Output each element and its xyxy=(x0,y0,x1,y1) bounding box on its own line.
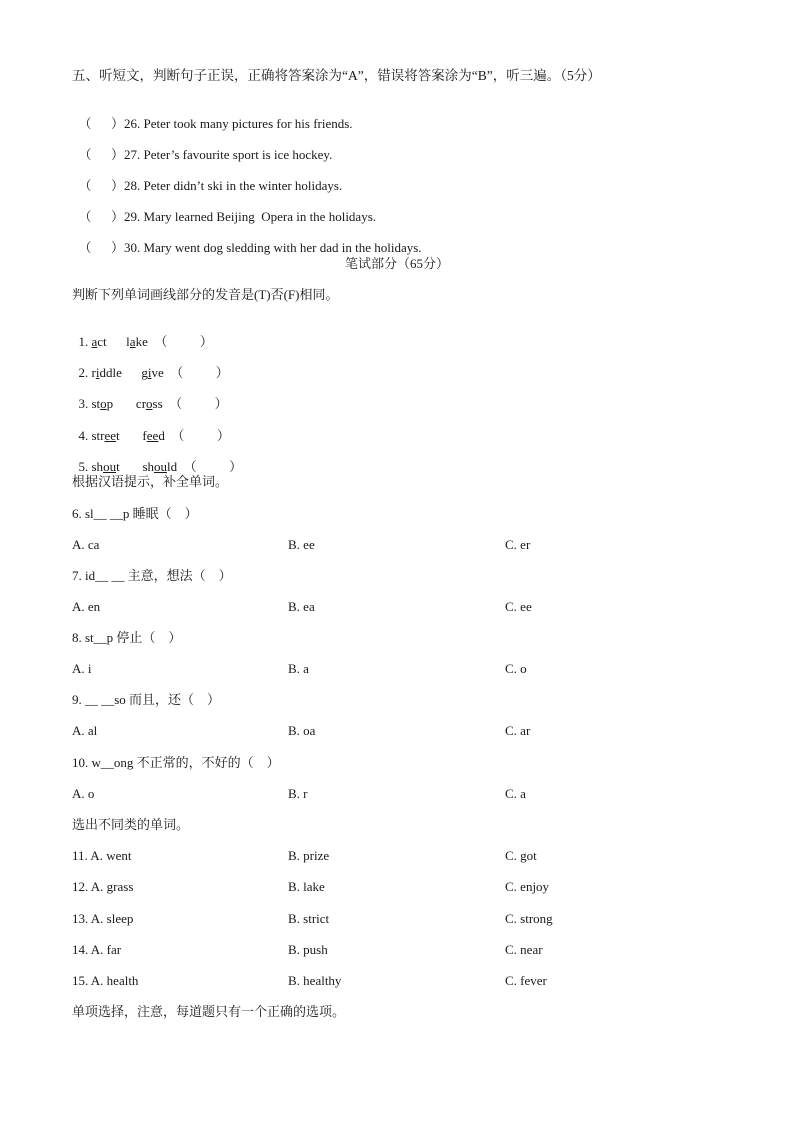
answer-parens: （ ） xyxy=(78,147,125,162)
option-c: C. ee xyxy=(505,599,532,614)
pronunciation-item xyxy=(72,412,230,444)
odd-option-a: 14. A. far xyxy=(72,942,122,957)
odd-option-c: C. enjoy xyxy=(505,879,550,894)
option-b: B. ee xyxy=(288,537,315,552)
item-text: 26. Peter took many pictures for his friends. xyxy=(124,116,353,131)
option-a: A. al xyxy=(72,723,98,738)
listening-item xyxy=(72,162,342,194)
listening-item xyxy=(72,224,422,256)
odd-option-b: B. prize xyxy=(288,848,330,863)
word-2: cross xyxy=(135,396,163,411)
spelling-question: 10. w__ong 不正常的，不好的（ ） xyxy=(72,755,280,770)
word-2: lake xyxy=(126,334,148,349)
answer-parens: （ ） xyxy=(154,334,213,349)
listening-item xyxy=(72,193,376,225)
item-number: 4. xyxy=(78,428,92,443)
option-c: C. er xyxy=(505,537,531,552)
answer-parens: （ ） xyxy=(78,178,125,193)
written-section-title: 笔试部分（65分） xyxy=(344,256,449,271)
option-c: C. ar xyxy=(505,723,531,738)
listening-item xyxy=(72,131,332,163)
option-c: C. o xyxy=(505,661,527,676)
odd-option-c: C. strong xyxy=(505,911,553,926)
item-number: 3. xyxy=(78,396,92,411)
odd-option-b: B. lake xyxy=(288,879,325,894)
answer-parens: （ ） xyxy=(169,396,228,411)
spelling-question: 9. __ __so 而且，还（ ） xyxy=(72,692,221,707)
odd-option-a: 13. A. sleep xyxy=(72,911,134,926)
answer-parens: （ ） xyxy=(170,365,229,380)
single-choice-instruction: 单项选择，注意，每道题只有一个正确的选项。 xyxy=(72,1004,346,1019)
odd-option-a: 11. A. went xyxy=(72,848,132,863)
odd-option-b: B. strict xyxy=(288,911,330,926)
answer-parens: （ ） xyxy=(183,459,243,474)
item-text: 27. Peter’s favourite sport is ice hockey. xyxy=(124,147,333,162)
pronunciation-item xyxy=(72,380,228,412)
word-2: give xyxy=(141,365,164,380)
item-number: 2. xyxy=(78,365,92,380)
option-b: B. ea xyxy=(288,599,315,614)
word-1: street xyxy=(91,428,120,443)
word-2: feed xyxy=(142,428,165,443)
pronunciation-item xyxy=(72,318,213,350)
item-text: 29. Mary learned Beijing Opera in the holidays. xyxy=(124,209,377,224)
listening-item xyxy=(72,100,353,132)
option-b: B. a xyxy=(288,661,309,676)
word-2: should xyxy=(142,459,178,474)
odd-option-b: B. healthy xyxy=(288,973,342,988)
option-a: A. o xyxy=(72,786,95,801)
pronunciation-instruction: 判断下列单词画线部分的发音是(T)否(F)相同。 xyxy=(72,287,339,302)
odd-option-c: C. near xyxy=(505,942,543,957)
option-a: A. ca xyxy=(72,537,100,552)
answer-parens: （ ） xyxy=(78,116,125,131)
answer-parens: （ ） xyxy=(78,240,125,255)
odd-option-c: C. fever xyxy=(505,973,547,988)
word-1: stop xyxy=(91,396,114,411)
odd-option-a: 12. A. grass xyxy=(72,879,134,894)
spelling-question: 6. sl__ __p 睡眠（ ） xyxy=(72,506,198,521)
odd-option-b: B. push xyxy=(288,942,328,957)
answer-parens: （ ） xyxy=(78,209,125,224)
option-b: B. r xyxy=(288,786,308,801)
option-a: A. en xyxy=(72,599,101,614)
item-text: 28. Peter didn’t ski in the winter holidays. xyxy=(124,178,343,193)
item-text: 30. Mary went dog sledding with her dad in the holidays. xyxy=(124,240,422,255)
item-number: 5. xyxy=(78,459,92,474)
odd-option-a: 15. A. health xyxy=(72,973,139,988)
pronunciation-item xyxy=(72,349,229,381)
odd-option-c: C. got xyxy=(505,848,537,863)
pronunciation-item xyxy=(72,443,242,475)
option-c: C. a xyxy=(505,786,526,801)
item-number: 1. xyxy=(78,334,92,349)
option-b: B. oa xyxy=(288,723,316,738)
spelling-instruction: 根据汉语提示，补全单词。 xyxy=(72,474,229,489)
spelling-question: 7. id__ __ 主意，想法（ ） xyxy=(72,568,232,583)
word-1: riddle xyxy=(91,365,122,380)
section-5-heading: 五、听短文，判断句子正误，正确将答案涂为“A”，错误将答案涂为“B”，听三遍。（5分） xyxy=(72,68,601,83)
option-a: A. i xyxy=(72,661,92,676)
word-1: shout xyxy=(91,459,120,474)
word-1: act xyxy=(91,334,107,349)
spelling-question: 8. st__p 停止（ ） xyxy=(72,630,182,645)
odd-one-out-instruction: 选出不同类的单词。 xyxy=(72,817,190,832)
answer-parens: （ ） xyxy=(171,428,230,443)
